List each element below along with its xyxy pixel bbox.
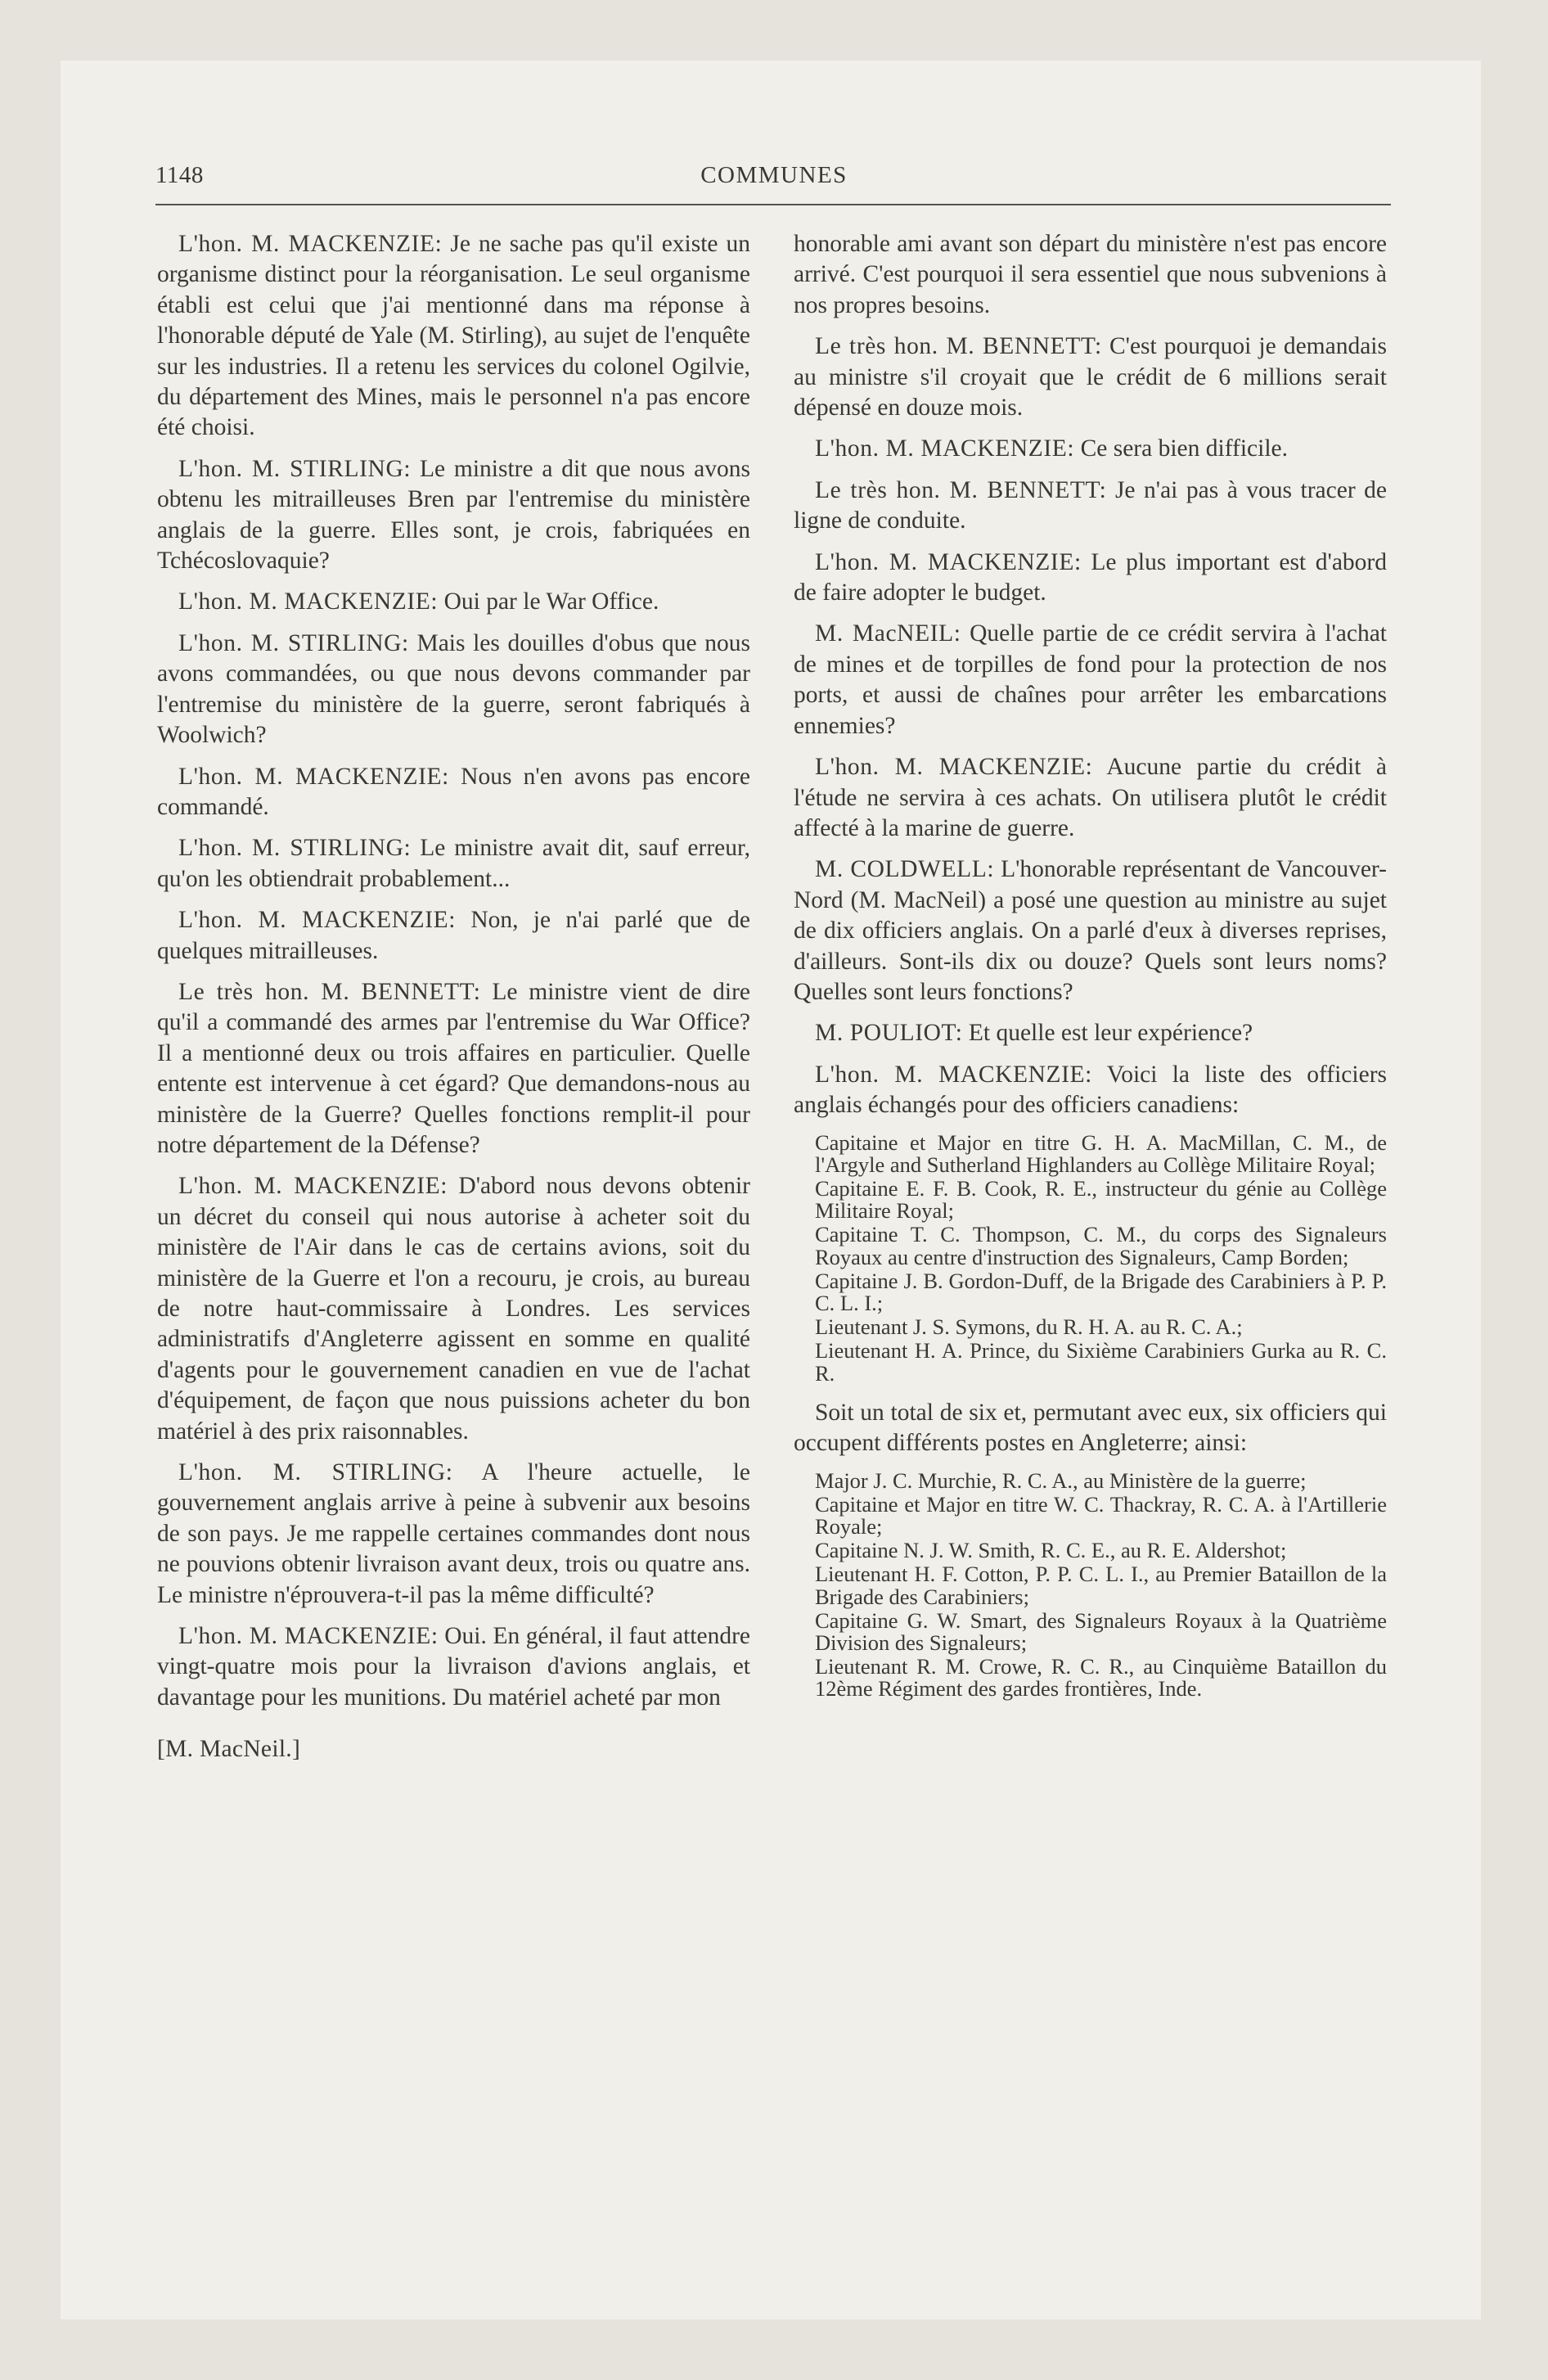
officer-list-item: Capitaine J. B. Gordon-Duff, de la Brigade des Carabiniers à P. P. C. L. I.; (815, 1268, 1387, 1315)
speech-text: Le ministre vient de dire qu'il a commandé des armes par l'entremise du War Office? Il a mentionné deux ou trois affaires en particulier. Quelle entente est intervenue à cet égard? Que demandons-nous au ministère de la Guerre? Quelles fonctions remplit-il pour notre département de la Défense? (157, 978, 750, 1158)
paragraph (157, 1621, 750, 1713)
speaker-name: M. MacNEIL: (815, 620, 961, 647)
officer-list-item: Capitaine et Major en titre G. H. A. MacMillan, C. M., de l'Argyle and Sutherland Highlanders au Collège Militaire Royal; (815, 1129, 1387, 1177)
left-column (157, 229, 750, 1776)
paragraph (794, 1060, 1387, 1121)
speaker-name: L'hon. M. STIRLING: (178, 455, 412, 482)
continued-paragraph: honorable ami avant son départ du ministère n'est pas encore arrivé. C'est pourquoi il sera essentiel que nous subvenions à nos propres besoins. (794, 231, 1387, 318)
speech-text: Le ministre avait dit, sauf erreur, qu'on les obtiendrait probablement... (157, 835, 750, 892)
speaker-name: Le très hon. M. BENNETT: (178, 978, 481, 1005)
paragraph (794, 752, 1387, 844)
paragraph (157, 905, 750, 967)
speaker-name: Le très hon. M. BENNETT: (815, 476, 1107, 503)
paragraph (157, 629, 750, 751)
header-rule (155, 204, 1391, 205)
posting-list-item: Capitaine et Major en titre W. C. Thackray, R. C. A. à l'Artillerie Royale; (815, 1491, 1387, 1539)
speech-text: Ce sera bien difficile. (1074, 435, 1288, 462)
speech-text: Quelle partie de ce crédit servira à l'achat de mines et de torpilles de fond pour la protection de nos ports, et aussi de chaînes pour arrêter les embarcations ennemies? (794, 620, 1387, 739)
paragraph (157, 1458, 750, 1611)
paragraph (794, 331, 1387, 423)
speaker-name: L'hon. M. STIRLING: (178, 629, 409, 656)
posting-list-item: Lieutenant R. M. Crowe, R. C. R., au Cinquième Bataillon du 12ème Régiment des gardes frontières, Inde. (815, 1654, 1387, 1702)
paragraph (794, 1018, 1387, 1048)
speaker-name: L'hon. M. MACKENZIE: (178, 763, 449, 790)
posting-list-item: Major J. C. Murchie, R. C. A., au Ministère de la guerre; (815, 1467, 1307, 1493)
page-header (155, 160, 1393, 201)
paragraph (794, 434, 1387, 464)
posting-list-item: Lieutenant H. F. Cotton, P. P. C. L. I., au Premier Bataillon de la Brigade des Carabiniers; (815, 1562, 1387, 1609)
speaker-name: L'hon. M. MACKENZIE: (178, 1623, 439, 1650)
speech-text: Voici la liste des officiers anglais échangés pour des officiers canadiens: (794, 1061, 1387, 1119)
officer-list-item: Capitaine E. F. B. Cook, R. E., instructeur du génie au Collège Militaire Royal; (815, 1175, 1387, 1224)
officer-list-item: Lieutenant H. A. Prince, du Sixième Carabiniers Gurka au R. C. R. (815, 1338, 1387, 1386)
speaker-name: L'hon. M. MACKENZIE: (178, 1173, 448, 1200)
speaker-name: L'hon. M. MACKENZIE: (815, 754, 1093, 781)
officer-list-item: Capitaine T. C. Thompson, C. M., du corps des Signaleurs Royaux au centre d'instruction des Signaleurs, Camp Borden; (815, 1222, 1387, 1269)
speaker-name: L'hon. M. MACKENZIE: (815, 1061, 1092, 1088)
speech-text: Je ne sache pas qu'il existe un organisme distinct pour la réorganisation. Le seul organisme établi est celui que j'ai mentionné dans ma réponse à l'honorable député de Yale (M. Stirling), au sujet de l'enquête sur les industries. Il a retenu les services du colonel Ogilvie, du département des Mines, mais le personnel n'a pas encore été choisi. (157, 231, 750, 441)
speaker-name: M. COLDWELL: (815, 856, 995, 883)
running-head: COMMUNES (700, 162, 848, 188)
posting-list-item: Capitaine G. W. Smart, des Signaleurs Royaux à la Quatrième Division des Signaleurs; (815, 1607, 1387, 1656)
speaker-name: L'hon. M. MACKENZIE: (815, 548, 1082, 575)
speaker-name: L'hon. M. MACKENZIE: (815, 435, 1075, 462)
speech-text: Et quelle est leur expérience? (962, 1020, 1253, 1047)
speaker-name: M. POULIOT: (815, 1020, 963, 1047)
officer-list-item: Lieutenant J. S. Symons, du R. H. A. au R. C. A.; (815, 1314, 1243, 1340)
speaker-name: L'hon. M. MACKENZIE: (178, 907, 457, 934)
page-number: 1148 (155, 162, 204, 188)
speech-text: A l'heure actuelle, le gouvernement anglais arrive à peine à subvenir aux besoins de son pays. Je me rappelle certaines commandes dont nous ne pouvions obtenir livraison avant deux, trois ou quatre ans. Le ministre n'éprouvera-t-il pas la même difficulté? (157, 1459, 750, 1608)
paragraph (157, 229, 750, 444)
right-column (794, 229, 1387, 1702)
paragraph (157, 1171, 750, 1447)
summary-paragraph: Soit un total de six et, permutant avec eux, six officiers qui occupent différents postes en Angleterre; ainsi: (794, 1399, 1387, 1457)
speaker-name: L'hon. M. STIRLING: (178, 1459, 453, 1486)
speech-text: Oui par le War Office. (438, 588, 659, 615)
posting-list-item: Capitaine N. J. W. Smith, R. C. E., au R. E. Aldershot; (815, 1538, 1287, 1563)
paragraph (157, 762, 750, 823)
speech-text: Le plus important est d'abord de faire adopter le budget. (794, 548, 1387, 606)
speaker-signature: [M. MacNeil.] (157, 1736, 301, 1763)
speech-text: D'abord nous devons obtenir un décret du conseil qui nous autorise à acheter soit du ministère de l'Air dans le cas de certains avions, soit du ministère de la Guerre et l'on a recouru, je crois, au bureau de notre haut-commissaire à Londres. Les services administratifs d'Angleterre agissent en somme en qualité d'agents pour le gouvernement canadien en vue de l'achat d'équipement, de façon que nous puissions acheter du bon matériel à des prix raisonnables. (157, 1173, 750, 1445)
speech-text: Aucune partie du crédit à l'étude ne servira à ces achats. On utilisera plutôt le crédit affecté à la marine de guerre. (794, 754, 1387, 841)
speech-text: Le ministre a dit que nous avons obtenu les mitrailleuses Bren par l'entremise du ministère anglais de la guerre. Elles sont, je crois, fabriquées en Tchécoslovaquie? (157, 455, 750, 575)
speaker-name: L'hon. M. STIRLING: (178, 835, 412, 862)
paragraph (794, 476, 1387, 537)
paragraph (157, 454, 750, 577)
speech-text: Mais les douilles d'obus que nous avons commandées, ou que nous devons commander par l'entremise du ministère de la guerre, seront fabriqués à Woolwich? (157, 629, 750, 749)
speech-text: C'est pourquoi je demandais au ministre s'il croyait que le crédit de 6 millions serait dépensé en douze mois. (794, 333, 1387, 421)
speech-text: Nous n'en avons pas encore commandé. (157, 763, 750, 820)
paragraph (794, 854, 1387, 1007)
paragraph (794, 548, 1387, 609)
speech-text: Oui. En général, il faut attendre vingt-quatre mois pour la livraison d'avions anglais, et davantage pour les munitions. Du matériel acheté par mon (157, 1623, 750, 1711)
speech-text: Non, je n'ai parlé que de quelques mitrailleuses. (157, 907, 750, 964)
speaker-name: L'hon. M. MACKENZIE: (178, 588, 439, 615)
paragraph (157, 977, 750, 1161)
speech-text: L'honorable représentant de Vancouver-Nord (M. MacNeil) a posé une question au ministre au sujet de dix officiers anglais. On a parlé d'eux à diverses reprises, d'ailleurs. Sont-ils dix ou douze? Quels sont leurs noms? Quelles sont leurs fonctions? (794, 856, 1387, 1005)
speaker-name: L'hon. M. MACKENZIE: (178, 231, 443, 257)
paragraph (794, 619, 1387, 741)
paragraph (157, 833, 750, 895)
speaker-name: Le très hon. M. BENNETT: (815, 333, 1102, 360)
paragraph (157, 587, 750, 617)
speech-text: Je n'ai pas à vous tracer de ligne de conduite. (794, 476, 1387, 534)
